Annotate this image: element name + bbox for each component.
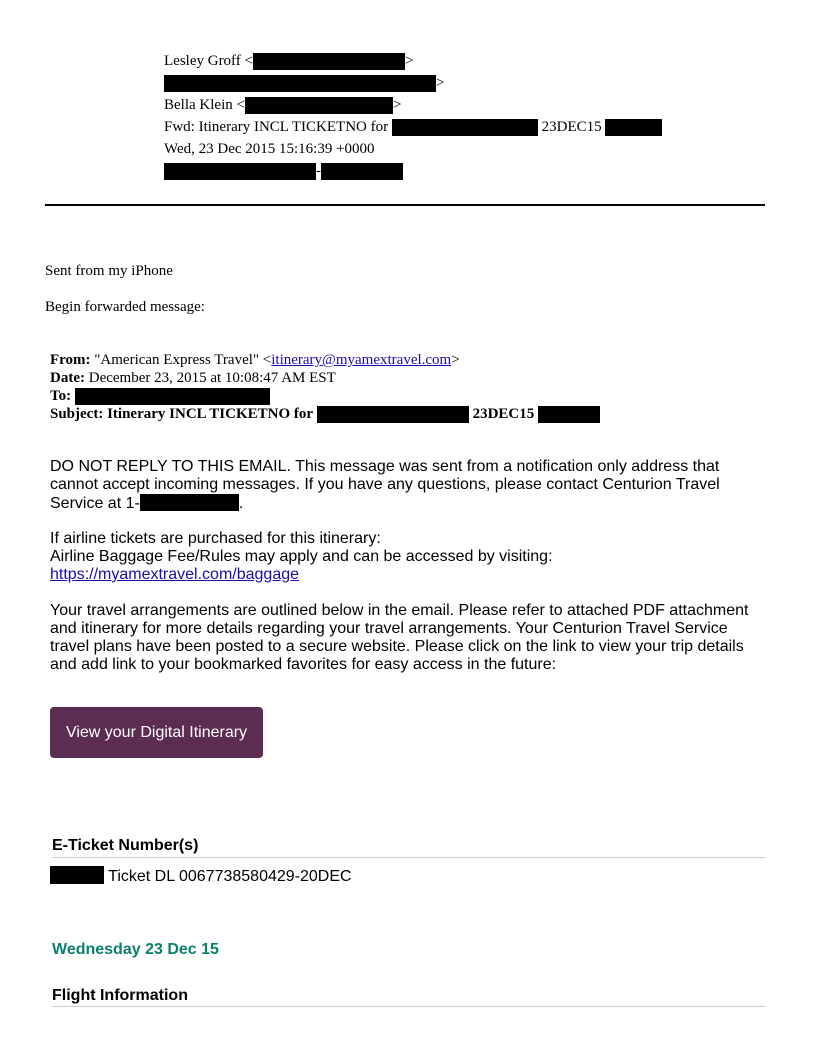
sent-from-iphone: Sent from my iPhone [45,263,173,279]
redacted-phone-number [140,494,239,511]
redacted-passenger-name [50,866,104,884]
fwd-from-close: > [451,352,460,368]
redacted-attachment-1[interactable] [164,163,316,180]
from-close: > [405,53,414,69]
ticket-row [50,866,352,886]
redacted-subject-name [392,119,538,136]
redacted-subject-code [605,119,662,136]
subject-prefix: Fwd: Itinerary INCL TICKETNO for [164,119,389,135]
fwd-to-row [50,387,600,405]
fwd-date-value: December 23, 2015 at 10:08:47 AM EST [88,370,336,386]
from-name: Lesley Groff < [164,53,253,69]
eticket-heading: E-Ticket Number(s) [52,837,199,854]
flight-information-heading: Flight Information [52,987,188,1004]
fwd-from-row [50,351,600,369]
redacted-attachment-2[interactable] [321,163,403,180]
fwd-date-row [50,369,600,387]
date-value: Wed, 23 Dec 2015 15:16:39 +0000 [164,141,375,157]
fwd-date-label: Date: [50,370,85,386]
eticket-divider [52,857,766,858]
cc-close: > [392,97,402,113]
fwd-subject-row [50,405,600,423]
cc-name: Bella Klein < [164,97,245,113]
no-reply-text: DO NOT REPLY TO THIS EMAIL. This message was sent from a notification only address that cannot accept incoming messages. If you have any questions, please contact Centurion Travel Service at 1- [50,458,720,512]
baggage-paragraph [50,530,770,584]
forwarded-header [50,351,600,423]
redacted-from-email [253,53,405,70]
attachments-separator: - [316,163,321,179]
view-digital-itinerary-button[interactable]: View your Digital Itinerary [50,707,263,758]
begin-forwarded-message: Begin forwarded message: [45,299,205,315]
header-divider [45,204,765,206]
flight-divider [52,1006,766,1007]
redacted-cc-email [245,97,393,114]
redacted-fwd-subject-name [317,406,469,423]
fwd-from-email-link[interactable]: itinerary@myamextravel.com [271,352,452,368]
subject-date: 23DEC15 [541,119,602,135]
fwd-to-label: To: [50,388,72,404]
baggage-line-2: Airline Baggage Fee/Rules may apply and can be accessed by visiting: [50,548,553,565]
day-heading: Wednesday 23 Dec 15 [52,941,219,958]
fwd-subject-prefix: Itinerary INCL TICKETNO for [107,406,314,423]
redacted-fwd-subject-code [538,406,600,423]
baggage-line-1: If airline tickets are purchased for this itinerary: [50,530,381,547]
fwd-subject-label: Subject: [50,406,104,423]
fwd-from-label: From: [50,352,91,368]
baggage-link[interactable]: https://myamextravel.com/baggage [50,566,300,583]
to-close: > [436,75,445,91]
no-reply-end: . [238,495,244,512]
fwd-from-name: "American Express Travel" < [94,352,272,368]
redacted-to-address [164,75,436,92]
redacted-fwd-to [75,388,270,405]
ticket-number: Ticket DL 0067738580429-20DEC [108,868,352,885]
fwd-subject-date: 23DEC15 [472,406,535,423]
travel-arrangements-paragraph: Your travel arrangements are outlined below in the email. Please refer to attached PDF attachment and itinerary for more details regarding your travel arrangements. Your Centurion Travel Service travel plans have been posted to a secure website. Please click on the link to view your trip details and add link to your bookmarked favorites for easy access in the future: [50,602,749,673]
no-reply-paragraph [50,458,770,513]
